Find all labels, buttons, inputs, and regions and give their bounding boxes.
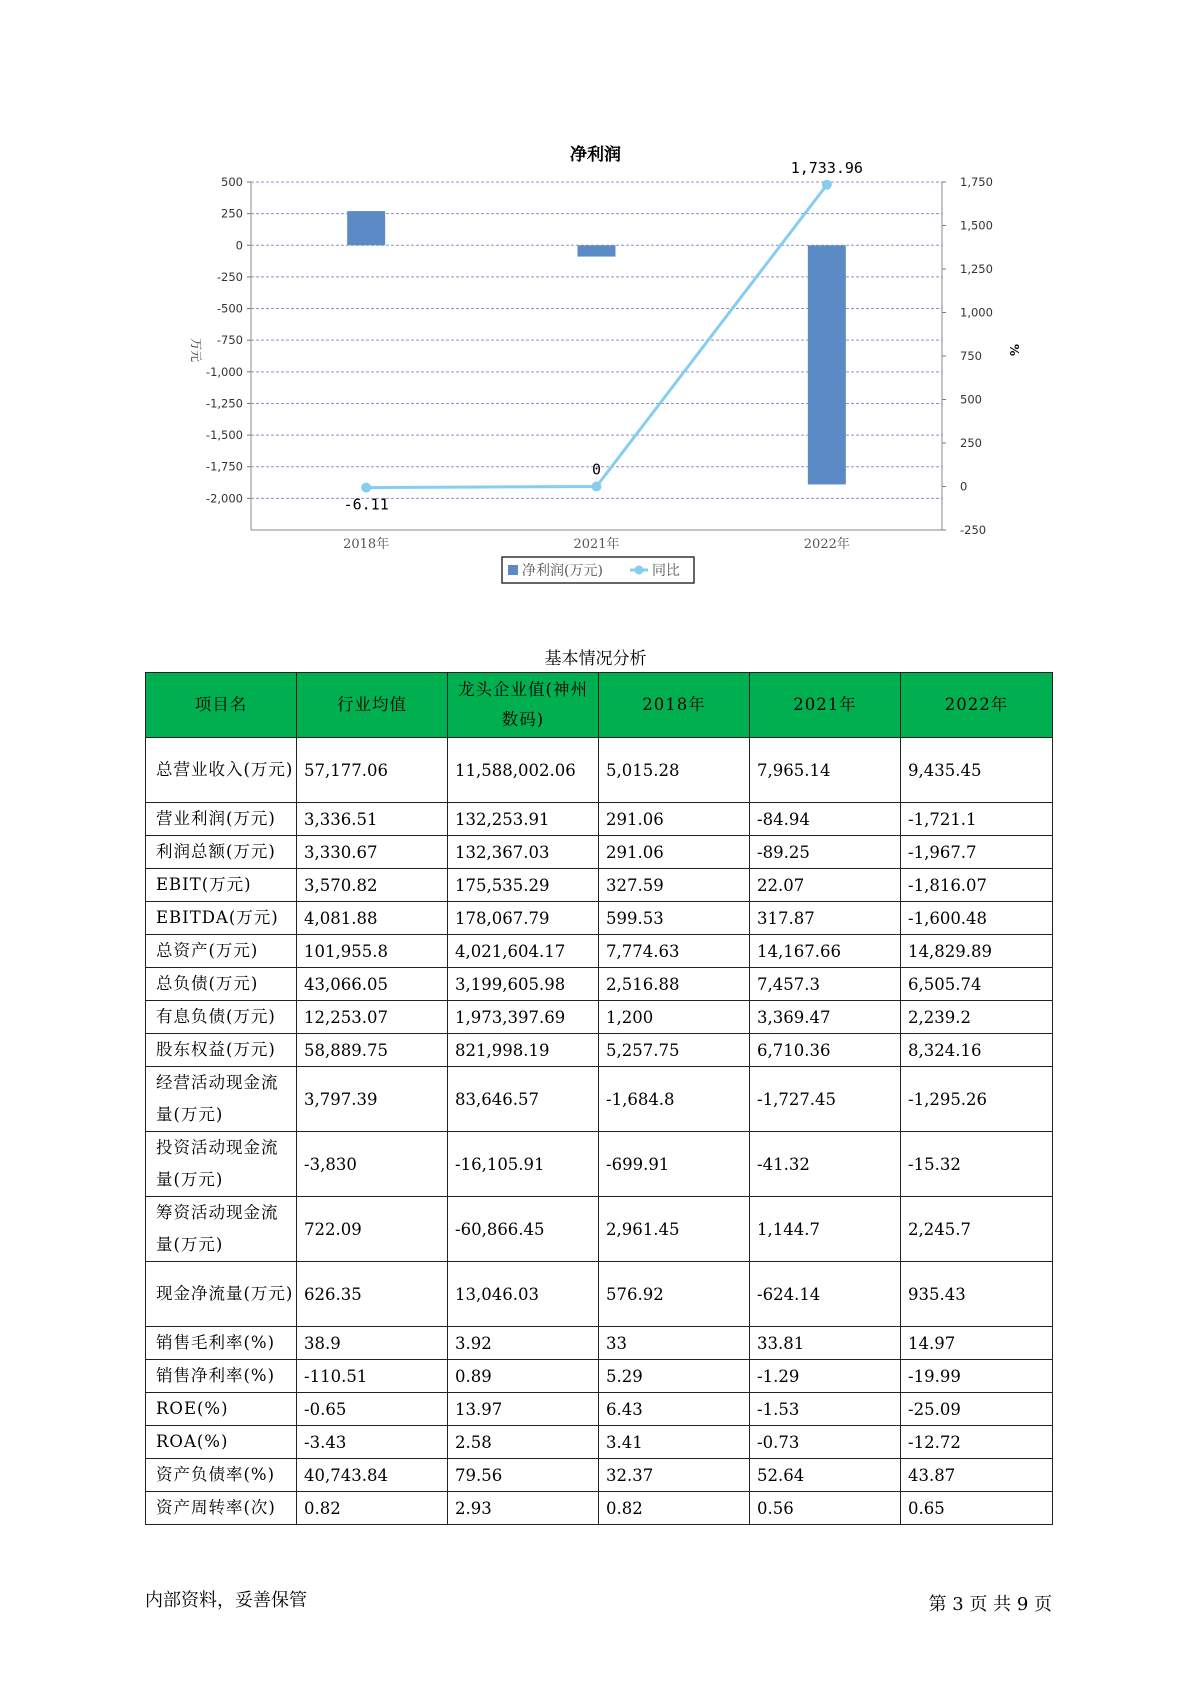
table-cell: 3,330.67 bbox=[297, 836, 448, 869]
legend-line-marker bbox=[635, 566, 644, 575]
table-cell: 6,710.36 bbox=[750, 1034, 901, 1067]
table-cell: 83,646.57 bbox=[448, 1067, 599, 1132]
table-cell: -1,295.26 bbox=[901, 1067, 1053, 1132]
yoy-data-label: 0 bbox=[591, 460, 602, 479]
table-cell: -1,600.48 bbox=[901, 902, 1053, 935]
table-cell: 52.64 bbox=[750, 1459, 901, 1492]
table-cell: 5.29 bbox=[599, 1360, 750, 1393]
table-cell: 576.92 bbox=[599, 1262, 750, 1327]
table-cell: -15.32 bbox=[901, 1132, 1053, 1197]
table-cell: -19.99 bbox=[901, 1360, 1053, 1393]
table-cell: 935.43 bbox=[901, 1262, 1053, 1327]
table-cell: 58,889.75 bbox=[297, 1034, 448, 1067]
table-row bbox=[146, 1360, 1053, 1393]
table-cell: 33.81 bbox=[750, 1327, 901, 1360]
bar-2018年 bbox=[347, 211, 385, 245]
table-cell: 2,961.45 bbox=[599, 1197, 750, 1262]
yoy-line bbox=[366, 185, 827, 488]
table-cell: 0.82 bbox=[599, 1492, 750, 1525]
row-label: 资产负债率(%) bbox=[146, 1459, 297, 1492]
bar-2021年 bbox=[578, 245, 616, 256]
table-cell: 40,743.84 bbox=[297, 1459, 448, 1492]
table-cell: 3,369.47 bbox=[750, 1001, 901, 1034]
table-cell: 821,998.19 bbox=[448, 1034, 599, 1067]
column-header: 2021年 bbox=[750, 673, 901, 738]
table-cell: 9,435.45 bbox=[901, 738, 1053, 803]
chart-labels bbox=[344, 159, 863, 514]
table-cell: 4,021,604.17 bbox=[448, 935, 599, 968]
x-tick-label: 2021年 bbox=[573, 537, 620, 552]
chart-legend bbox=[502, 557, 694, 583]
table-body bbox=[146, 738, 1053, 1525]
table-row bbox=[146, 902, 1053, 935]
row-label: EBIT(万元) bbox=[146, 869, 297, 902]
row-label: 股东权益(万元) bbox=[146, 1034, 297, 1067]
table-cell: 14,829.89 bbox=[901, 935, 1053, 968]
table-cell: 327.59 bbox=[599, 869, 750, 902]
row-label: 资产周转率(次) bbox=[146, 1492, 297, 1525]
row-label: ROA(%) bbox=[146, 1426, 297, 1459]
left-tick-label: -1,000 bbox=[205, 364, 243, 379]
right-tick-label: 250 bbox=[960, 436, 982, 450]
table-cell: 101,955.8 bbox=[297, 935, 448, 968]
y-axis-label: 万元 bbox=[189, 337, 203, 363]
legend-bar-label: 净利润(万元) bbox=[522, 563, 603, 579]
table-cell: 0.82 bbox=[297, 1492, 448, 1525]
table-row bbox=[146, 968, 1053, 1001]
table-cell: 6,505.74 bbox=[901, 968, 1053, 1001]
footer-page-number: 第 3 页 共 9 页 bbox=[928, 1594, 1052, 1615]
table-row bbox=[146, 836, 1053, 869]
table-cell: 43.87 bbox=[901, 1459, 1053, 1492]
table-row bbox=[146, 803, 1053, 836]
left-tick-label: -1,500 bbox=[205, 428, 243, 443]
table-cell: -1,727.45 bbox=[750, 1067, 901, 1132]
table-cell: 13.97 bbox=[448, 1393, 599, 1426]
table-cell: -1,967.7 bbox=[901, 836, 1053, 869]
right-tick-label: 0 bbox=[960, 479, 968, 494]
right-tick-label: 500 bbox=[960, 392, 982, 407]
legend-bar-swatch bbox=[508, 565, 518, 575]
table-cell: -12.72 bbox=[901, 1426, 1053, 1459]
table-cell: 3,797.39 bbox=[297, 1067, 448, 1132]
row-label: 利润总额(万元) bbox=[146, 836, 297, 869]
table-cell: 6.43 bbox=[599, 1393, 750, 1426]
table-cell: 599.53 bbox=[599, 902, 750, 935]
table-row bbox=[146, 738, 1053, 803]
table-row bbox=[146, 1327, 1053, 1360]
row-label: 营业利润(万元) bbox=[146, 803, 297, 836]
row-label: 投资活动现金流量(万元) bbox=[146, 1132, 297, 1197]
row-label: 总资产(万元) bbox=[146, 935, 297, 968]
table-cell: 38.9 bbox=[297, 1327, 448, 1360]
table-cell: 3,199,605.98 bbox=[448, 968, 599, 1001]
table-cell: -1,721.1 bbox=[901, 803, 1053, 836]
table-cell: -1.53 bbox=[750, 1393, 901, 1426]
column-header: 行业均值 bbox=[297, 673, 448, 738]
table-cell: -3.43 bbox=[297, 1426, 448, 1459]
yoy-point bbox=[822, 180, 832, 190]
table-cell: 14,167.66 bbox=[750, 935, 901, 968]
table-cell: 178,067.79 bbox=[448, 902, 599, 935]
right-tick-label: 1,500 bbox=[960, 218, 993, 233]
footer-confidential-note: 内部资料，妥善保管 bbox=[145, 1590, 307, 1611]
table-cell: 7,774.63 bbox=[599, 935, 750, 968]
row-label: 有息负债(万元) bbox=[146, 1001, 297, 1034]
table-cell: 722.09 bbox=[297, 1197, 448, 1262]
table-cell: 0.65 bbox=[901, 1492, 1053, 1525]
table-cell: 3,336.51 bbox=[297, 803, 448, 836]
table-cell: 3.41 bbox=[599, 1426, 750, 1459]
table-cell: 2,239.2 bbox=[901, 1001, 1053, 1034]
table-cell: 291.06 bbox=[599, 836, 750, 869]
basic-analysis-table bbox=[145, 672, 1053, 1525]
row-label: 总营业收入(万元) bbox=[146, 738, 297, 803]
column-header: 2018年 bbox=[599, 673, 750, 738]
column-header: 2022年 bbox=[901, 673, 1053, 738]
table-cell: 3,570.82 bbox=[297, 869, 448, 902]
left-tick-label: 500 bbox=[221, 175, 243, 189]
table-row bbox=[146, 1262, 1053, 1327]
table-row bbox=[146, 1459, 1053, 1492]
right-tick-label: 1,250 bbox=[960, 262, 993, 276]
table-row bbox=[146, 869, 1053, 902]
table-cell: -0.73 bbox=[750, 1426, 901, 1459]
table-cell: -624.14 bbox=[750, 1262, 901, 1327]
table-cell: 13,046.03 bbox=[448, 1262, 599, 1327]
table-cell: -1,684.8 bbox=[599, 1067, 750, 1132]
table-cell: 2.93 bbox=[448, 1492, 599, 1525]
table-cell: -110.51 bbox=[297, 1360, 448, 1393]
table-cell: -60,866.45 bbox=[448, 1197, 599, 1262]
row-label: 筹资活动现金流量(万元) bbox=[146, 1197, 297, 1262]
row-label: 总负债(万元) bbox=[146, 968, 297, 1001]
table-cell: 317.87 bbox=[750, 902, 901, 935]
right-tick-label: -250 bbox=[960, 523, 987, 537]
yoy-data-label: -6.11 bbox=[343, 495, 389, 514]
table-cell: 2,516.88 bbox=[599, 968, 750, 1001]
row-label: 销售净利率(%) bbox=[146, 1360, 297, 1393]
table-row bbox=[146, 1034, 1053, 1067]
left-tick-label: -1,250 bbox=[205, 396, 243, 411]
table-row bbox=[146, 935, 1053, 968]
table-cell: 57,177.06 bbox=[297, 738, 448, 803]
yoy-data-label: 1,733.96 bbox=[790, 158, 863, 177]
table-cell: -84.94 bbox=[750, 803, 901, 836]
x-tick-label: 2022年 bbox=[803, 537, 850, 552]
chart-bars bbox=[347, 211, 846, 484]
row-label: ROE(%) bbox=[146, 1393, 297, 1426]
table-cell: 132,253.91 bbox=[448, 803, 599, 836]
table-cell: 5,257.75 bbox=[599, 1034, 750, 1067]
table-cell: 32.37 bbox=[599, 1459, 750, 1492]
table-row bbox=[146, 1197, 1053, 1262]
table-row bbox=[146, 1132, 1053, 1197]
net-profit-chart bbox=[0, 0, 1191, 600]
bar-2022年 bbox=[808, 245, 846, 484]
table-row bbox=[146, 1067, 1053, 1132]
table-cell: 2.58 bbox=[448, 1426, 599, 1459]
table-cell: 1,200 bbox=[599, 1001, 750, 1034]
table-cell: -3,830 bbox=[297, 1132, 448, 1197]
table-cell: -1.29 bbox=[750, 1360, 901, 1393]
right-tick-label: 750 bbox=[960, 349, 982, 363]
table-cell: 4,081.88 bbox=[297, 902, 448, 935]
left-tick-label: 0 bbox=[235, 238, 243, 253]
table-cell: 175,535.29 bbox=[448, 869, 599, 902]
table-cell: 132,367.03 bbox=[448, 836, 599, 869]
table-cell: 291.06 bbox=[599, 803, 750, 836]
row-label: 销售毛利率(%) bbox=[146, 1327, 297, 1360]
row-label: 现金净流量(万元) bbox=[146, 1262, 297, 1327]
table-cell: 33 bbox=[599, 1327, 750, 1360]
table-cell: 0.56 bbox=[750, 1492, 901, 1525]
table-row bbox=[146, 1492, 1053, 1525]
table-cell: 5,015.28 bbox=[599, 738, 750, 803]
row-label: 经营活动现金流量(万元) bbox=[146, 1067, 297, 1132]
right-tick-label: 1,750 bbox=[960, 175, 993, 189]
table-cell: 2,245.7 bbox=[901, 1197, 1053, 1262]
legend-line-label: 同比 bbox=[652, 563, 680, 579]
table-cell: -41.32 bbox=[750, 1132, 901, 1197]
table-cell: 7,457.3 bbox=[750, 968, 901, 1001]
table-cell: 79.56 bbox=[448, 1459, 599, 1492]
table-cell: 0.89 bbox=[448, 1360, 599, 1393]
left-tick-label: -500 bbox=[216, 301, 243, 316]
row-label: EBITDA(万元) bbox=[146, 902, 297, 935]
table-cell: -16,105.91 bbox=[448, 1132, 599, 1197]
yoy-point bbox=[361, 483, 371, 493]
left-tick-label: -750 bbox=[216, 333, 243, 348]
left-tick-label: -250 bbox=[216, 269, 243, 284]
chart-axes bbox=[189, 175, 1021, 552]
table-cell: 12,253.07 bbox=[297, 1001, 448, 1034]
table-cell: -0.65 bbox=[297, 1393, 448, 1426]
column-header: 项目名 bbox=[146, 673, 297, 738]
table-cell: 8,324.16 bbox=[901, 1034, 1053, 1067]
chart-line-series bbox=[361, 180, 832, 493]
table-cell: -1,816.07 bbox=[901, 869, 1053, 902]
table-cell: 1,973,397.69 bbox=[448, 1001, 599, 1034]
x-tick-label: 2018年 bbox=[343, 537, 390, 552]
table-cell: 626.35 bbox=[297, 1262, 448, 1327]
right-tick-label: 1,000 bbox=[960, 305, 993, 320]
y2-axis-label: % bbox=[1007, 343, 1021, 357]
table-cell: 14.97 bbox=[901, 1327, 1053, 1360]
table-cell: 22.07 bbox=[750, 869, 901, 902]
table-cell: 7,965.14 bbox=[750, 738, 901, 803]
table-cell: 11,588,002.06 bbox=[448, 738, 599, 803]
table-cell: -25.09 bbox=[901, 1393, 1053, 1426]
table-cell: 43,066.05 bbox=[297, 968, 448, 1001]
table-cell: -89.25 bbox=[750, 836, 901, 869]
chart-title: 净利润 bbox=[570, 145, 621, 165]
table-row bbox=[146, 1001, 1053, 1034]
left-tick-label: -1,750 bbox=[205, 459, 243, 474]
table-cell: 1,144.7 bbox=[750, 1197, 901, 1262]
left-tick-label: 250 bbox=[221, 206, 243, 221]
table-row bbox=[146, 1393, 1053, 1426]
table-header-row bbox=[146, 673, 1053, 738]
yoy-point bbox=[592, 482, 602, 492]
table-caption: 基本情况分析 bbox=[544, 649, 647, 669]
table-cell: 3.92 bbox=[448, 1327, 599, 1360]
column-header: 龙头企业值(神州数码) bbox=[448, 673, 599, 738]
table-cell: -699.91 bbox=[599, 1132, 750, 1197]
table-row bbox=[146, 1426, 1053, 1459]
left-tick-label: -2,000 bbox=[205, 491, 243, 506]
